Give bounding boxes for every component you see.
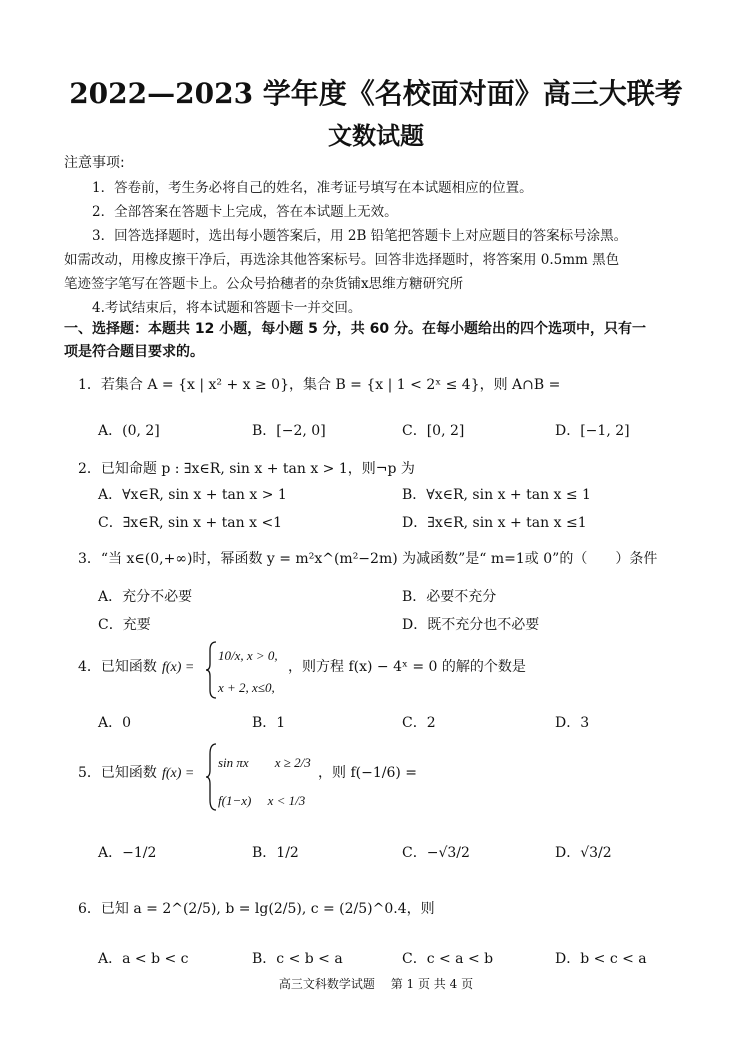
question-3-option-b: B．必要不充分 — [402, 589, 497, 605]
question-6-option-a: A．a < b < c — [98, 951, 189, 967]
notice-item-3: 3．回答选择题时，选出每小题答案后，用 2B 铅笔把答题卡上对应题目的答案标号涂黑。 — [92, 228, 628, 244]
question-2-option-b: B．∀x∈R, sin x + tan x ≤ 1 — [402, 487, 591, 503]
question-4-option-a: A．0 — [98, 715, 132, 731]
question-1-option-b: B．[−2, 0] — [252, 423, 326, 439]
question-3-option-d: D．既不充分也不必要 — [402, 617, 540, 633]
question-4-stem-pre: 4．已知函数 — [78, 659, 157, 675]
question-5-stem-pre: 5．已知函数 — [78, 765, 157, 781]
section-heading: 一、选择题：本题共 12 小题，每小题 5 分，共 60 分。在每小题给出的四个选项中，只有一 — [64, 321, 646, 337]
question-4-piece-1: 10/x, x > 0, — [218, 648, 278, 663]
question-6-option-c: C．c < a < b — [402, 951, 494, 967]
notice-item-3-cont: 如需改动，用橡皮擦干净后，再选涂其他答案标号。回答非选择题时，将答案用 0.5mm 黑色 — [64, 252, 620, 268]
question-4-option-d: D．3 — [555, 715, 590, 731]
notice-heading: 注意事项: — [64, 155, 125, 171]
question-6-option-b: B．c < b < a — [252, 951, 343, 967]
question-4-piece-2: x + 2, x≤0, — [218, 680, 275, 695]
question-5-option-b: B．1/2 — [252, 845, 299, 861]
question-3-option-a: A．充分不必要 — [98, 589, 193, 605]
question-4-fx: f(x) = — [162, 660, 195, 675]
question-2-option-d: D．∃x∈R, sin x + tan x ≤1 — [402, 515, 587, 531]
notice-item-3-cont2: 笔迹签字笔写在答题卡上。公众号拾穗者的杂货铺x思维方糖研究所 — [64, 276, 464, 292]
question-1-option-a: A．(0, 2] — [98, 423, 160, 439]
question-5-option-d: D．√3/2 — [555, 845, 612, 861]
page-title: 2022—2023 学年度《名校面对面》高三大联考 — [69, 77, 683, 110]
notice-item-1: 1．答卷前，考生务必将自己的姓名，准考证号填写在本试题相应的位置。 — [92, 180, 533, 196]
question-6-stem: 6．已知 a = 2^(2/5), b = lg(2/5), c = (2/5)^0.4，则 — [78, 901, 435, 917]
question-5-option-c: C．−√3/2 — [402, 845, 470, 861]
page-subtitle: 文数试题 — [328, 121, 424, 150]
question-4-option-b: B．1 — [252, 715, 286, 731]
page-footer: 高三文科数学试题 第 1 页 共 4 页 — [278, 977, 474, 991]
notice-item-4: 4.考试结束后，将本试题和答题卡一并交回。 — [92, 300, 362, 316]
question-4-option-c: C．2 — [402, 715, 436, 731]
section-heading-cont: 项是符合题目要求的。 — [64, 344, 204, 360]
question-6-option-d: D．b < c < a — [555, 951, 647, 967]
question-3-option-c: C．充要 — [98, 617, 151, 633]
question-5-option-a: A．−1/2 — [98, 845, 157, 861]
question-5-piece-1: sin πx x ≥ 2/3 — [218, 755, 311, 770]
question-4-stem-post: ，则方程 f(x) − 4ˣ = 0 的解的个数是 — [288, 659, 526, 675]
question-1-stem: 1．若集合 A = {x | x² + x ≥ 0}，集合 B = {x | 1 < 2ˣ ≤ 4}，则 A∩B = — [78, 377, 561, 393]
question-4-brace — [206, 640, 218, 700]
question-1-option-c: C．[0, 2] — [402, 423, 465, 439]
question-5-brace — [206, 742, 218, 812]
question-2-option-a: A．∀x∈R, sin x + tan x > 1 — [98, 487, 287, 503]
question-1-option-d: D．[−1, 2] — [555, 423, 630, 439]
question-2-option-c: C．∃x∈R, sin x + tan x <1 — [98, 515, 283, 531]
question-3-stem: 3．“当 x∈(0,+∞)时，幂函数 y = m²x^(m²−2m) 为减函数”是“ m=1或 0”的（ ）条件 — [78, 551, 658, 567]
notice-item-2: 2．全部答案在答题卡上完成，答在本试题上无效。 — [92, 204, 398, 220]
question-5-stem-post: ，则 f(−1/6) = — [318, 765, 417, 781]
question-5-fx: f(x) = — [162, 766, 195, 781]
question-5-piece-2: f(1−x) x < 1/3 — [218, 793, 306, 808]
question-2-stem: 2．已知命题 p : ∃x∈R, sin x + tan x > 1，则¬p 为 — [78, 461, 415, 477]
